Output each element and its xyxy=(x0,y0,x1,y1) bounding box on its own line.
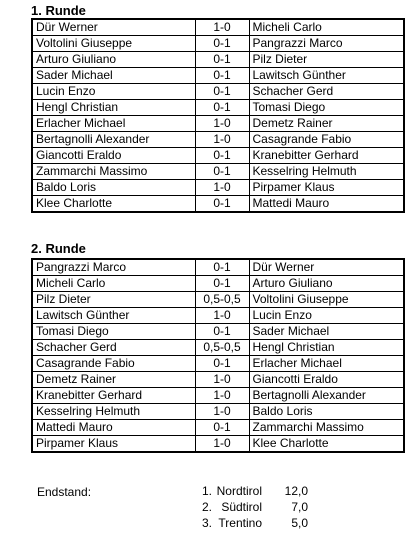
game-row xyxy=(32,84,404,100)
black-player: Bertagnolli Alexander xyxy=(249,388,404,404)
game-row xyxy=(32,116,404,132)
game-row xyxy=(32,196,404,213)
game-score: 1-0 xyxy=(195,308,249,324)
standing-row xyxy=(196,499,316,515)
game-score: 1-0 xyxy=(195,19,249,36)
game-score: 0,5-0,5 xyxy=(195,292,249,308)
white-player: Bertagnolli Alexander xyxy=(32,132,195,148)
white-player: Erlacher Michael xyxy=(32,116,195,132)
white-player: Kesselring Helmuth xyxy=(32,404,195,420)
black-player: Baldo Loris xyxy=(249,404,404,420)
black-player: Giancotti Eraldo xyxy=(249,372,404,388)
black-player: Hengl Christian xyxy=(249,340,404,356)
round-2-table xyxy=(31,258,405,453)
black-player: Lawitsch Günther xyxy=(249,68,404,84)
game-row xyxy=(32,36,404,52)
black-player: Pilz Dieter xyxy=(249,52,404,68)
game-score: 0-1 xyxy=(195,68,249,84)
game-row xyxy=(32,19,404,36)
black-player: Arturo Giuliano xyxy=(249,276,404,292)
game-row xyxy=(32,259,404,276)
standing-row xyxy=(196,483,316,499)
standing-team: Trentino xyxy=(218,516,262,530)
black-player: Pangrazzi Marco xyxy=(249,36,404,52)
white-player: Giancotti Eraldo xyxy=(32,148,195,164)
game-row xyxy=(32,404,404,420)
game-row xyxy=(32,68,404,84)
game-score: 1-0 xyxy=(195,436,249,453)
game-row xyxy=(32,180,404,196)
black-player: Kranebitter Gerhard xyxy=(249,148,404,164)
game-score: 0,5-0,5 xyxy=(195,340,249,356)
game-score: 0-1 xyxy=(195,324,249,340)
black-player: Lucin Enzo xyxy=(249,308,404,324)
white-player: Klee Charlotte xyxy=(32,196,195,213)
black-player: Zammarchi Massimo xyxy=(249,420,404,436)
game-score: 0-1 xyxy=(195,36,249,52)
game-score: 0-1 xyxy=(195,420,249,436)
white-player: Mattedi Mauro xyxy=(32,420,195,436)
black-player: Schacher Gerd xyxy=(249,84,404,100)
game-score: 0-1 xyxy=(195,148,249,164)
white-player: Dür Werner xyxy=(32,19,195,36)
game-row xyxy=(32,100,404,116)
standings-list xyxy=(196,483,316,531)
standing-team: Südtirol xyxy=(221,500,262,514)
game-row xyxy=(32,436,404,453)
white-player: Baldo Loris xyxy=(32,180,195,196)
game-row xyxy=(32,132,404,148)
game-row xyxy=(32,372,404,388)
game-score: 1-0 xyxy=(195,404,249,420)
game-score: 1-0 xyxy=(195,116,249,132)
black-player: Erlacher Michael xyxy=(249,356,404,372)
game-row xyxy=(32,356,404,372)
game-score: 0-1 xyxy=(195,84,249,100)
standing-rank: 3. xyxy=(201,516,212,530)
endstand-label: Endstand: xyxy=(37,485,92,499)
black-player: Dür Werner xyxy=(249,259,404,276)
game-score: 0-1 xyxy=(195,259,249,276)
white-player: Sader Michael xyxy=(32,68,195,84)
black-player: Pirpamer Klaus xyxy=(249,180,404,196)
standing-row xyxy=(196,515,316,531)
game-row xyxy=(32,420,404,436)
black-player: Klee Charlotte xyxy=(249,436,404,453)
white-player: Pirpamer Klaus xyxy=(32,436,195,453)
white-player: Demetz Rainer xyxy=(32,372,195,388)
game-score: 0-1 xyxy=(195,100,249,116)
round-1-table xyxy=(31,18,405,213)
game-score: 0-1 xyxy=(195,276,249,292)
game-score: 0-1 xyxy=(195,196,249,213)
game-row xyxy=(32,148,404,164)
game-score: 0-1 xyxy=(195,164,249,180)
standing-rank: 1. xyxy=(201,484,212,498)
round-1-title: 1. Runde xyxy=(31,3,86,18)
game-score: 0-1 xyxy=(195,52,249,68)
game-score: 1-0 xyxy=(195,132,249,148)
white-player: Kranebitter Gerhard xyxy=(32,388,195,404)
game-row xyxy=(32,324,404,340)
standing-team: Nordtirol xyxy=(216,484,262,498)
game-row xyxy=(32,164,404,180)
game-score: 1-0 xyxy=(195,372,249,388)
white-player: Tomasi Diego xyxy=(32,324,195,340)
game-row xyxy=(32,308,404,324)
white-player: Pilz Dieter xyxy=(32,292,195,308)
white-player: Pangrazzi Marco xyxy=(32,259,195,276)
game-row xyxy=(32,276,404,292)
black-player: Demetz Rainer xyxy=(249,116,404,132)
game-row xyxy=(32,340,404,356)
round-2-title: 2. Runde xyxy=(31,241,86,256)
game-row xyxy=(32,292,404,308)
white-player: Lawitsch Günther xyxy=(32,308,195,324)
black-player: Mattedi Mauro xyxy=(249,196,404,213)
standing-points: 5,0 xyxy=(291,516,308,530)
standing-rank: 2. xyxy=(201,500,212,514)
white-player: Lucin Enzo xyxy=(32,84,195,100)
game-row xyxy=(32,388,404,404)
black-player: Voltolini Giuseppe xyxy=(249,292,404,308)
white-player: Hengl Christian xyxy=(32,100,195,116)
white-player: Arturo Giuliano xyxy=(32,52,195,68)
standing-points: 12,0 xyxy=(284,484,308,498)
white-player: Casagrande Fabio xyxy=(32,356,195,372)
game-score: 0-1 xyxy=(195,356,249,372)
black-player: Casagrande Fabio xyxy=(249,132,404,148)
white-player: Voltolini Giuseppe xyxy=(32,36,195,52)
white-player: Zammarchi Massimo xyxy=(32,164,195,180)
black-player: Micheli Carlo xyxy=(249,19,404,36)
white-player: Schacher Gerd xyxy=(32,340,195,356)
black-player: Kesselring Helmuth xyxy=(249,164,404,180)
white-player: Micheli Carlo xyxy=(32,276,195,292)
standing-points: 7,0 xyxy=(291,500,308,514)
game-score: 1-0 xyxy=(195,180,249,196)
game-score: 1-0 xyxy=(195,388,249,404)
black-player: Sader Michael xyxy=(249,324,404,340)
game-row xyxy=(32,52,404,68)
black-player: Tomasi Diego xyxy=(249,100,404,116)
